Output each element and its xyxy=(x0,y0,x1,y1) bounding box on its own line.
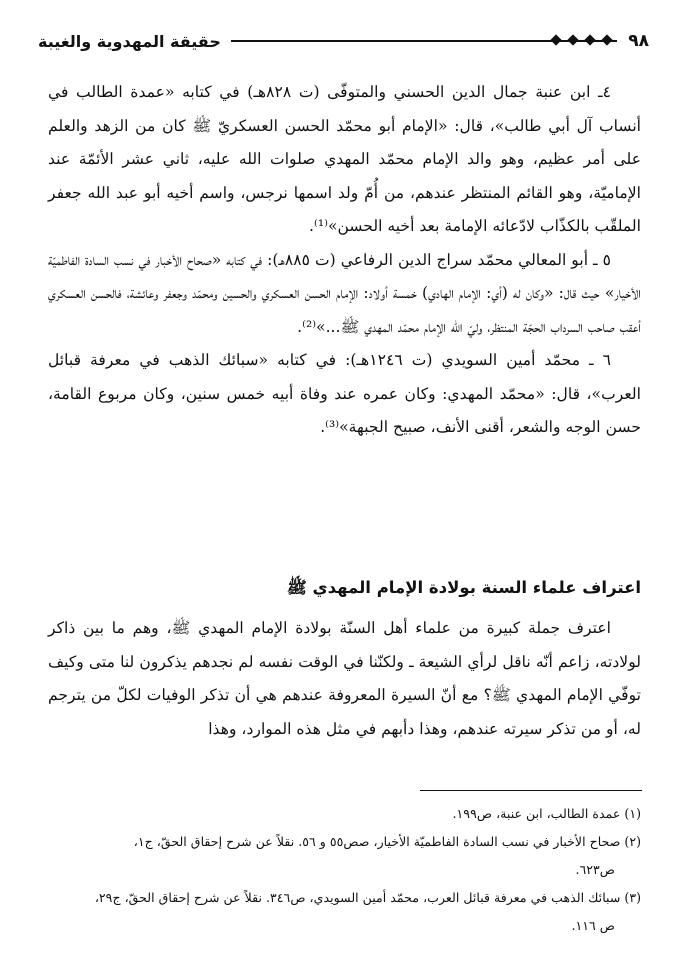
page-header xyxy=(38,28,649,54)
main-text-top xyxy=(48,76,641,445)
paragraph-ibn-inaba: ٤ـ ابن عنبة جمال الدين الحسني والمتوفّى (ت ٨٢٨هـ) في كتابه «عمدة الطالب في أنساب آل أبي طالب»، قال: «الإمام أبو محمّد الحسن العسكريّ ﷺ كان من الزهد والعلم على أمر عظيم، وهو والد الإمام محمّد المهدي صلوات الله عليه، ثاني عشر الأئمّة عند الإماميّة، وهو القائم المنتظر عندهم، من أُمّ ولد اسمها نرجس، واسم أخيه أبو عبد الله جعفر الملقّب بالكذّاب لادّعائه الإمامة بعد أخيه الحسن»⁽¹⁾. xyxy=(48,83,641,235)
paragraph-suwaidi: ٦ ـ محمّد أمين السويدي (ت ١٢٤٦هـ): في كتابه «سبائك الذهب في معرفة قبائل العرب»، قال: «محمّد المهدي: وكان عمره عند وفاة أبيه خمس سنين، وكان مربوع القامة، حسن الوجه والشعر، أقنى الأنف، صبيح الجبهة»⁽³⁾. xyxy=(48,351,641,436)
footnote-2: (٢) صحاح الأخبار في نسب السادة الفاطميّة الأخيار، صص٥٥ و ٥٦. نقلاً عن شرح إحقاق الحقّ، ج١، xyxy=(133,834,641,849)
footnote-1: (١) عمدة الطالب، ابن عنبة، ص١٩٩. xyxy=(452,806,641,821)
footnote-3: (٣) سبائك الذهب في معرفة قبائل العرب، محمّد أمين السويدي، ص٣٤٦. نقلاً عن شرح إحقاق الحقّ، ج٢٩، xyxy=(94,890,641,905)
header-ornament-icon xyxy=(552,36,611,44)
section-heading: اعتراف علماء السنة بولادة الإمام المهدي ﷺ xyxy=(286,578,641,597)
page-number: ٩٨ xyxy=(628,31,649,51)
footnote-separator xyxy=(420,790,642,791)
paragraph-acknowledgement: اعترف جملة كبيرة من علماء أهل السنّة بولادة الإمام المهدي ﷺ، وهم ما بين ذاكر لولادته، زاعم أنّه ناقل لرأي الشيعة ـ ولكنّنا في الوقت نفسه لم نجدهم يذكرون لنا متى وكيف توفّي الإمام المهدي ﷺ؟ مع أنّ السيرة المعروفة عندهم هي أن تذكر الوفيات لكلّ من يترجم له، أو من تذكر سيرته عندهم، وهذا دأبهم في مثل هذه الموارد، وهذا xyxy=(48,619,641,738)
main-text-bottom xyxy=(48,612,641,746)
footnote-2-continuation: ص٦٢٣. xyxy=(575,862,615,877)
footnotes xyxy=(48,800,641,940)
paragraph-rifai: ٥ ـ أبو المعالي محمّد سراج الدين الرفاعي (ت ٨٨٥هـ): في كتابه «صحاح الأخبار في نسب السادة الفاطميّة الأخيار» حيث قال: «وكان له (أي: الإمام الهادي) خمسة أولاد: الإمام الحسن العسكري والحسين ومحمّد وجعفر وعائشة، فالحسن العسكري أعقب صاحب السرداب الحجّة المنتظر، وليّ الله الإمام محمّد المهدي ﷺ...»⁽²⁾. xyxy=(48,250,641,336)
header-rule xyxy=(231,40,617,42)
footnote-3-continuation: ص ١١٦. xyxy=(571,918,615,933)
running-title: حقيقة المهدوية والغيبة xyxy=(38,31,221,51)
